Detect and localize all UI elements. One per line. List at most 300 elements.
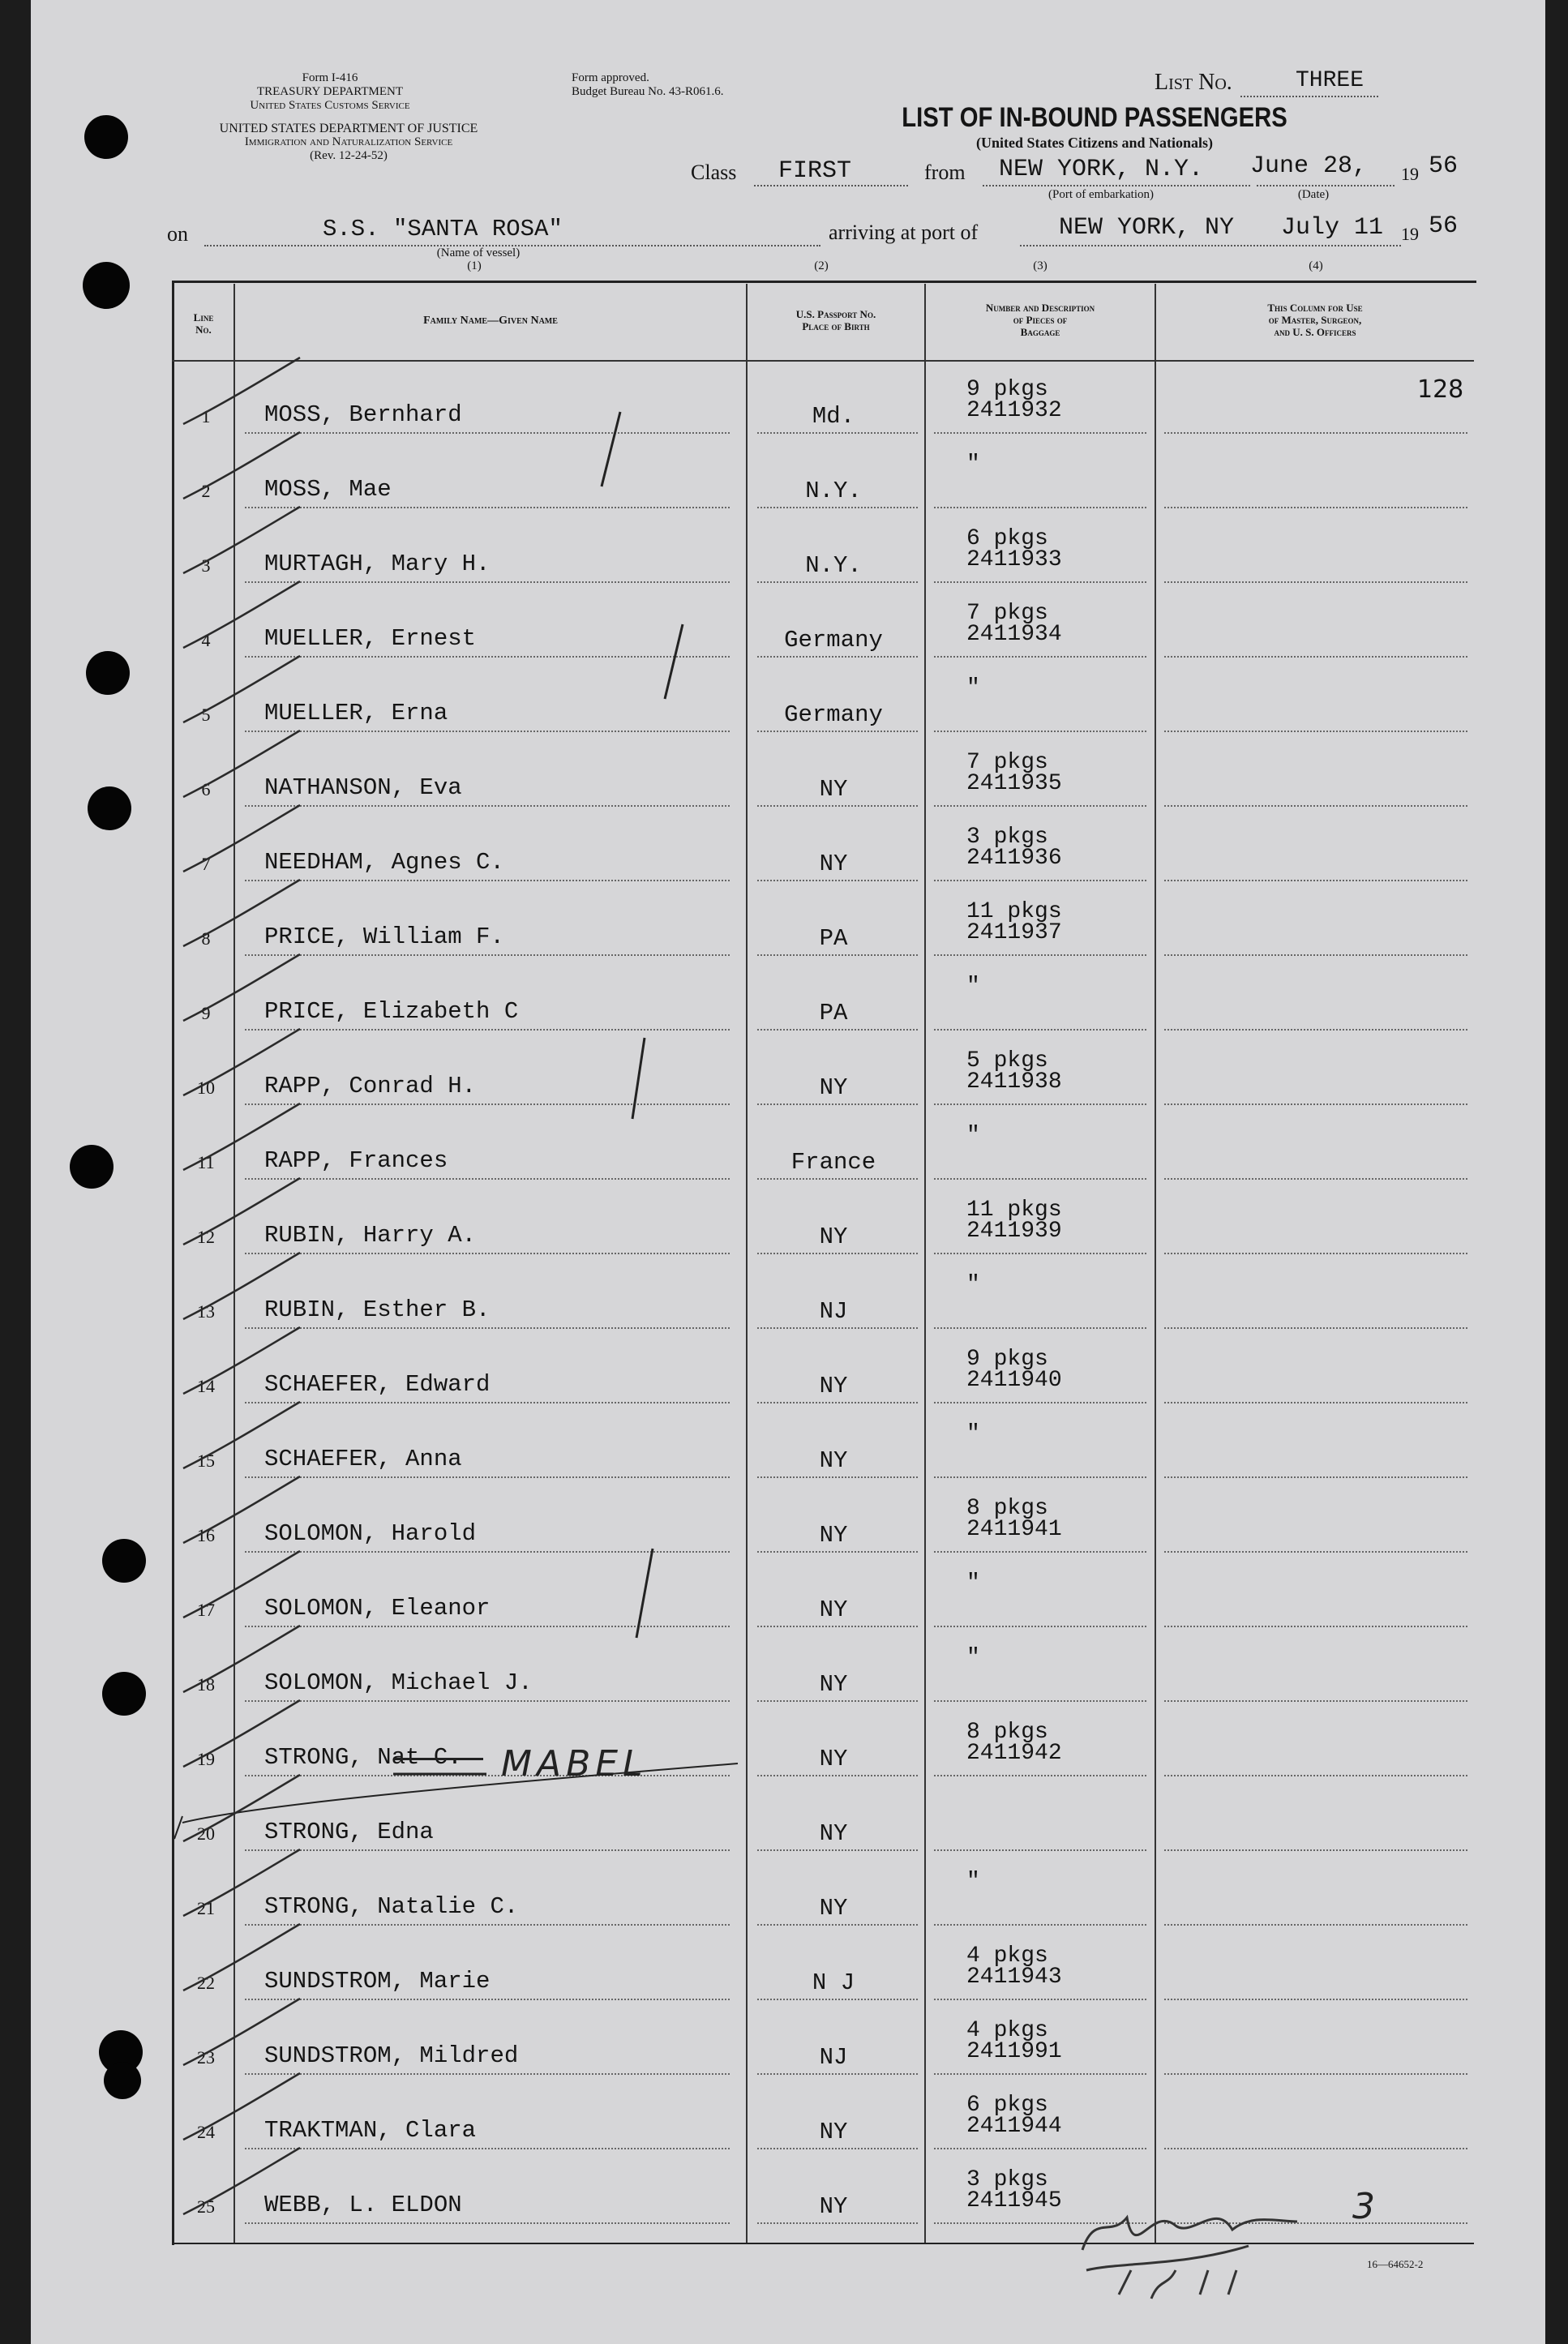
column-header-text: Line — [193, 311, 214, 324]
service-name: United States Customs Service — [250, 99, 410, 112]
baggage-count: " — [966, 675, 980, 701]
row-dotted-line — [245, 805, 730, 807]
row-dotted-line — [245, 1253, 730, 1254]
baggage-number: 2411932 — [966, 398, 1062, 423]
passenger-name: NEEDHAM, Agnes C. — [264, 849, 504, 876]
baggage-number: 2411991 — [966, 2039, 1062, 2064]
arrival-port-line — [1020, 245, 1401, 246]
baggage-count: " — [966, 1869, 980, 1894]
row-dotted-line — [757, 880, 918, 881]
row-dotted-line — [934, 1626, 1146, 1627]
table-row — [0, 734, 1568, 808]
line-number: 3 — [201, 555, 211, 576]
row-dotted-line — [1164, 1626, 1467, 1627]
arrival-port-value: NEW YORK, NY — [1059, 214, 1235, 242]
baggage-count: 6 pkgs — [966, 526, 1048, 551]
passenger-name: SOLOMON, Harold — [264, 1520, 477, 1547]
binder-hole — [84, 115, 128, 159]
row-dotted-line — [245, 2222, 730, 2224]
year-prefix: 19 — [1401, 164, 1419, 184]
baggage-number: 2411939 — [966, 1219, 1062, 1244]
passenger-name: WEBB, L. ELDON — [264, 2192, 462, 2218]
row-dotted-line — [245, 2148, 730, 2149]
vessel-name-caption: (Name of vessel) — [436, 246, 521, 259]
line-number: 25 — [197, 2196, 215, 2217]
row-dotted-line — [245, 1775, 730, 1776]
column-header-text: of Pieces of — [1013, 314, 1068, 326]
passenger-name: SOLOMON, Michael J. — [264, 1669, 533, 1696]
place-of-birth: PA — [819, 1000, 848, 1026]
row-dotted-line — [934, 1253, 1146, 1254]
column-3-caption: (3) — [1033, 259, 1047, 272]
place-of-birth: NJ — [819, 2044, 848, 2071]
column-header-text: of Master, Surgeon, — [1268, 314, 1362, 326]
column-header-text: Number and Description — [985, 302, 1095, 314]
baggage-count: 7 pkgs — [966, 601, 1048, 626]
table-row — [0, 1629, 1568, 1703]
row-dotted-line — [1164, 1103, 1467, 1105]
row-dotted-line — [757, 1476, 918, 1478]
row-dotted-line — [245, 1029, 730, 1031]
line-number: 11 — [197, 1152, 215, 1172]
table-row — [0, 1405, 1568, 1480]
baggage-count: 8 pkgs — [966, 1720, 1048, 1745]
column-header-officers — [1156, 302, 1474, 338]
table-row — [0, 1480, 1568, 1554]
row-dotted-line — [934, 2073, 1146, 2075]
row-dotted-line — [757, 432, 918, 434]
form-id-block — [237, 71, 423, 113]
row-dotted-line — [757, 1551, 918, 1553]
place-of-birth: NY — [819, 1671, 848, 1698]
row-dotted-line — [245, 432, 730, 434]
table-row — [0, 1107, 1568, 1181]
row-dotted-line — [934, 432, 1146, 434]
row-dotted-line — [757, 2148, 918, 2149]
baggage-number: 2411937 — [966, 920, 1062, 945]
line-number: 8 — [201, 928, 211, 949]
revision-date: (Rev. 12-24-52) — [310, 149, 388, 162]
class-value: FIRST — [778, 157, 852, 185]
line-number: 21 — [197, 1898, 215, 1918]
place-of-birth: N J — [812, 1969, 855, 1996]
row-dotted-line — [934, 1476, 1146, 1478]
place-of-birth: NY — [819, 1895, 848, 1922]
line-number: 20 — [197, 1823, 215, 1844]
list-no-label: List No. — [1155, 70, 1232, 95]
baggage-count: 9 pkgs — [966, 377, 1048, 402]
row-dotted-line — [1164, 1476, 1467, 1478]
line-number: 6 — [201, 779, 211, 799]
table-row — [0, 958, 1568, 1032]
row-dotted-line — [757, 2073, 918, 2075]
table-row — [0, 1703, 1568, 1778]
row-dotted-line — [934, 805, 1146, 807]
baggage-number: 2411933 — [966, 547, 1062, 572]
justice-block — [162, 122, 535, 163]
handwritten-correction: MABEL — [501, 1743, 648, 1785]
embarkation-port-caption: (Port of embarkation) — [1048, 188, 1154, 201]
from-label: from — [924, 161, 966, 184]
row-dotted-line — [245, 1924, 730, 1926]
arrival-date-value: July 11 — [1281, 214, 1384, 242]
form-number: Form I-416 — [302, 71, 358, 84]
table-row — [0, 361, 1568, 435]
row-dotted-line — [1164, 1253, 1467, 1254]
line-number: 5 — [201, 705, 211, 725]
row-dotted-line — [757, 731, 918, 732]
column-header-text: Place of Birth — [802, 320, 870, 332]
row-dotted-line — [757, 1402, 918, 1403]
row-dotted-line — [1164, 805, 1467, 807]
binder-hole — [83, 262, 130, 309]
baggage-count: 9 pkgs — [966, 1347, 1048, 1372]
baggage-number: 2411935 — [966, 771, 1062, 796]
baggage-count: " — [966, 1645, 980, 1670]
passenger-name: STRONG, Natalie C. — [264, 1893, 519, 1920]
class-line — [754, 185, 908, 186]
row-dotted-line — [1164, 954, 1467, 956]
baggage-count: 4 pkgs — [966, 2018, 1048, 2043]
row-dotted-line — [245, 507, 730, 508]
place-of-birth: Md. — [812, 403, 855, 430]
line-number: 7 — [201, 854, 211, 874]
place-of-birth: N.Y. — [805, 478, 862, 504]
column-4-caption: (4) — [1309, 259, 1323, 272]
passenger-name: SOLOMON, Eleanor — [264, 1595, 491, 1622]
place-of-birth: NY — [819, 1447, 848, 1474]
place-of-birth: NY — [819, 1820, 848, 1847]
row-dotted-line — [934, 1029, 1146, 1031]
table-row — [0, 2076, 1568, 2151]
row-dotted-line — [934, 581, 1146, 583]
table-bottom-line — [172, 2243, 1474, 2244]
row-dotted-line — [1164, 1700, 1467, 1702]
arrival-year-prefix: 19 — [1401, 224, 1419, 244]
baggage-count: 5 pkgs — [966, 1048, 1048, 1073]
passenger-name: STRONG, Nat C. — [264, 1744, 462, 1771]
column-header-text: No. — [195, 324, 212, 336]
arrival-year-value: 56 — [1429, 212, 1459, 240]
justice-department: UNITED STATES DEPARTMENT OF JUSTICE — [219, 122, 478, 135]
place-of-birth: NY — [819, 1373, 848, 1399]
from-line — [983, 185, 1250, 186]
passenger-name: MUELLER, Ernest — [264, 625, 477, 652]
row-dotted-line — [757, 507, 918, 508]
place-of-birth: NY — [819, 2193, 848, 2220]
department-name: TREASURY DEPARTMENT — [256, 85, 404, 98]
passenger-name: RUBIN, Esther B. — [264, 1296, 491, 1323]
baggage-count: " — [966, 1571, 980, 1596]
table-row — [0, 1554, 1568, 1629]
table-row — [0, 1181, 1568, 1256]
baggage-count: " — [966, 1123, 980, 1148]
row-dotted-line — [245, 2073, 730, 2075]
row-dotted-line — [757, 1178, 918, 1180]
row-dotted-line — [934, 880, 1146, 881]
table-row — [0, 659, 1568, 734]
passenger-name: MOSS, Mae — [264, 476, 392, 503]
baggage-number: 2411941 — [966, 1517, 1062, 1542]
table-row — [0, 510, 1568, 585]
table-row — [0, 1331, 1568, 1405]
table-row — [0, 883, 1568, 958]
arriving-label: arriving at port of — [829, 221, 979, 244]
year-value: 56 — [1429, 152, 1459, 180]
passenger-name: RAPP, Frances — [264, 1147, 448, 1174]
row-dotted-line — [1164, 1924, 1467, 1926]
passenger-name: NATHANSON, Eva — [264, 774, 462, 801]
row-dotted-line — [934, 1700, 1146, 1702]
line-number: 1 — [201, 406, 211, 426]
row-dotted-line — [245, 1849, 730, 1851]
baggage-number: 2411934 — [966, 622, 1062, 647]
row-dotted-line — [1164, 2148, 1467, 2149]
baggage-count: 11 pkgs — [966, 1198, 1062, 1223]
row-dotted-line — [245, 1551, 730, 1553]
passenger-name: MURTAGH, Mary H. — [264, 551, 491, 577]
row-dotted-line — [245, 1327, 730, 1329]
table-row — [0, 1778, 1568, 1853]
page-mark: 3 — [1352, 2186, 1375, 2227]
on-label: on — [167, 222, 188, 246]
line-number: 13 — [197, 1301, 215, 1322]
date-line — [1257, 185, 1394, 186]
row-dotted-line — [757, 1327, 918, 1329]
baggage-count: 3 pkgs — [966, 2167, 1048, 2192]
line-number: 12 — [197, 1227, 215, 1247]
line-number: 9 — [201, 1003, 211, 1023]
row-dotted-line — [934, 1103, 1146, 1105]
column-header-text: This Column for Use — [1267, 302, 1363, 314]
baggage-count: 6 pkgs — [966, 2093, 1048, 2118]
budget-bureau-line: Budget Bureau No. 43-R061.6. — [572, 85, 724, 98]
row-dotted-line — [757, 656, 918, 658]
row-dotted-line — [934, 1178, 1146, 1180]
column-header-baggage — [926, 302, 1155, 338]
place-of-birth: NY — [819, 1596, 848, 1623]
baggage-count: " — [966, 974, 980, 999]
row-dotted-line — [757, 1849, 918, 1851]
column-header-passport — [748, 308, 924, 332]
line-number: 15 — [197, 1451, 215, 1471]
line-number: 4 — [201, 630, 211, 650]
line-number: 22 — [197, 1973, 215, 1993]
column-header-line-no — [174, 311, 233, 336]
table-row — [0, 585, 1568, 659]
row-dotted-line — [757, 1029, 918, 1031]
table-row — [0, 2002, 1568, 2076]
row-dotted-line — [1164, 880, 1467, 881]
passenger-name: MUELLER, Erna — [264, 700, 448, 726]
row-dotted-line — [1164, 1178, 1467, 1180]
column-header-text: Baggage — [1020, 326, 1060, 338]
row-dotted-line — [934, 2148, 1146, 2149]
row-dotted-line — [934, 1327, 1146, 1329]
column-2-caption: (2) — [814, 259, 829, 272]
place-of-birth: NY — [819, 851, 848, 877]
column-header-text: U.S. Passport No. — [795, 308, 876, 320]
row-dotted-line — [245, 1178, 730, 1180]
row-dotted-line — [757, 1103, 918, 1105]
baggage-count: 8 pkgs — [966, 1496, 1048, 1521]
baggage-count: " — [966, 1421, 980, 1446]
ins-name: Immigration and Naturalization Service — [244, 135, 453, 148]
place-of-birth: PA — [819, 925, 848, 952]
row-dotted-line — [1164, 1402, 1467, 1403]
row-dotted-line — [757, 1999, 918, 2000]
vessel-name-value: S.S. "SANTA ROSA" — [323, 216, 563, 242]
passenger-name: SCHAEFER, Edward — [264, 1371, 491, 1398]
approval-line: Form approved. — [572, 71, 649, 84]
passenger-name: SUNDSTROM, Mildred — [264, 2042, 519, 2069]
baggage-number: 2411945 — [966, 2188, 1062, 2213]
class-label: Class — [691, 161, 737, 184]
line-number: 24 — [197, 2122, 215, 2142]
baggage-count: 7 pkgs — [966, 750, 1048, 775]
line-number: 2 — [201, 481, 211, 501]
officer-note: 128 — [1417, 375, 1464, 404]
row-dotted-line — [757, 1626, 918, 1627]
baggage-number: 2411942 — [966, 1741, 1062, 1766]
list-no-line — [1240, 96, 1378, 97]
row-dotted-line — [1164, 1551, 1467, 1553]
place-of-birth: NY — [819, 2119, 848, 2145]
baggage-count: 4 pkgs — [966, 1943, 1048, 1969]
baggage-number: 2411944 — [966, 2114, 1062, 2139]
document-title: LIST OF IN-BOUND PASSENGERS — [902, 102, 1287, 133]
row-dotted-line — [1164, 581, 1467, 583]
passenger-name: SUNDSTROM, Marie — [264, 1968, 491, 1995]
line-number: 14 — [197, 1376, 215, 1396]
place-of-birth: Germany — [784, 701, 883, 728]
row-dotted-line — [1164, 432, 1467, 434]
row-dotted-line — [757, 1775, 918, 1776]
place-of-birth: France — [790, 1149, 876, 1176]
baggage-number: 2411936 — [966, 846, 1062, 871]
line-number: 16 — [197, 1525, 215, 1545]
row-dotted-line — [245, 581, 730, 583]
document-subtitle: (United States Citizens and Nationals) — [975, 135, 1213, 151]
row-dotted-line — [757, 954, 918, 956]
row-dotted-line — [245, 1476, 730, 1478]
row-dotted-line — [1164, 507, 1467, 508]
passenger-name: RUBIN, Harry A. — [264, 1222, 477, 1249]
row-dotted-line — [245, 954, 730, 956]
passenger-name: SCHAEFER, Anna — [264, 1446, 462, 1472]
row-dotted-line — [245, 1626, 730, 1627]
embarkation-date-value: June 28, — [1250, 152, 1368, 180]
row-dotted-line — [1164, 656, 1467, 658]
row-dotted-line — [245, 1103, 730, 1105]
row-dotted-line — [757, 1700, 918, 1702]
row-dotted-line — [245, 731, 730, 732]
row-dotted-line — [245, 1999, 730, 2000]
row-dotted-line — [245, 1700, 730, 1702]
table-row — [0, 1927, 1568, 2002]
row-dotted-line — [934, 2222, 1146, 2224]
row-dotted-line — [1164, 731, 1467, 732]
table-row — [0, 435, 1568, 510]
list-no-value: THREE — [1296, 68, 1365, 93]
row-dotted-line — [245, 656, 730, 658]
line-number: 18 — [197, 1674, 215, 1695]
place-of-birth: NY — [819, 1223, 848, 1250]
place-of-birth: NY — [819, 1074, 848, 1101]
place-of-birth: N.Y. — [805, 552, 862, 579]
row-dotted-line — [1164, 1775, 1467, 1776]
row-dotted-line — [934, 1849, 1146, 1851]
passenger-name: TRAKTMAN, Clara — [264, 2117, 477, 2144]
row-dotted-line — [757, 581, 918, 583]
row-dotted-line — [1164, 2222, 1467, 2224]
passenger-name: STRONG, Edna — [264, 1819, 434, 1845]
row-dotted-line — [934, 1924, 1146, 1926]
row-dotted-line — [934, 507, 1146, 508]
table-row — [0, 808, 1568, 883]
row-dotted-line — [1164, 2073, 1467, 2075]
place-of-birth: NY — [819, 776, 848, 803]
row-dotted-line — [757, 1924, 918, 1926]
row-dotted-line — [245, 1402, 730, 1403]
place-of-birth: Germany — [784, 627, 883, 653]
line-number: 19 — [197, 1749, 215, 1769]
table-row — [0, 2151, 1568, 2226]
place-of-birth: NJ — [819, 1298, 848, 1325]
column-1-caption: (1) — [467, 259, 482, 272]
place-of-birth: NY — [819, 1746, 848, 1772]
row-dotted-line — [934, 1775, 1146, 1776]
column-header-name: Family Name—Given Name — [423, 315, 558, 327]
line-number: 23 — [197, 2047, 215, 2068]
baggage-number: 2411940 — [966, 1368, 1062, 1393]
place-of-birth: NY — [819, 1522, 848, 1549]
row-dotted-line — [934, 1551, 1146, 1553]
approval-block — [572, 71, 723, 99]
baggage-count: 3 pkgs — [966, 825, 1048, 850]
column-header-text: and U. S. Officers — [1274, 326, 1356, 338]
row-dotted-line — [1164, 1029, 1467, 1031]
row-dotted-line — [1164, 1999, 1467, 2000]
row-dotted-line — [1164, 1327, 1467, 1329]
baggage-count: " — [966, 1272, 980, 1297]
row-dotted-line — [934, 954, 1146, 956]
line-number: 17 — [197, 1600, 215, 1620]
name-strikeout — [394, 1758, 483, 1760]
row-dotted-line — [757, 805, 918, 807]
row-dotted-line — [757, 2222, 918, 2224]
passenger-name: PRICE, Elizabeth C — [264, 998, 519, 1025]
table-row — [0, 1032, 1568, 1107]
row-dotted-line — [757, 1253, 918, 1254]
embarkation-port-value: NEW YORK, N.Y. — [999, 156, 1204, 183]
row-dotted-line — [934, 1999, 1146, 2000]
row-dotted-line — [934, 731, 1146, 732]
row-dotted-line — [1164, 1849, 1467, 1851]
row-dotted-line — [934, 1402, 1146, 1403]
baggage-count: " — [966, 452, 980, 477]
form-code: 16—64652-2 — [1367, 2258, 1424, 2270]
passenger-name: RAPP, Conrad H. — [264, 1073, 477, 1099]
date-caption: (Date) — [1297, 188, 1330, 201]
passenger-name: MOSS, Bernhard — [264, 401, 462, 428]
row-dotted-line — [245, 880, 730, 881]
baggage-number: 2411938 — [966, 1069, 1062, 1095]
passenger-name: PRICE, William F. — [264, 923, 504, 950]
table-row — [0, 1853, 1568, 1927]
line-number: 10 — [197, 1078, 215, 1098]
table-row — [0, 1256, 1568, 1331]
